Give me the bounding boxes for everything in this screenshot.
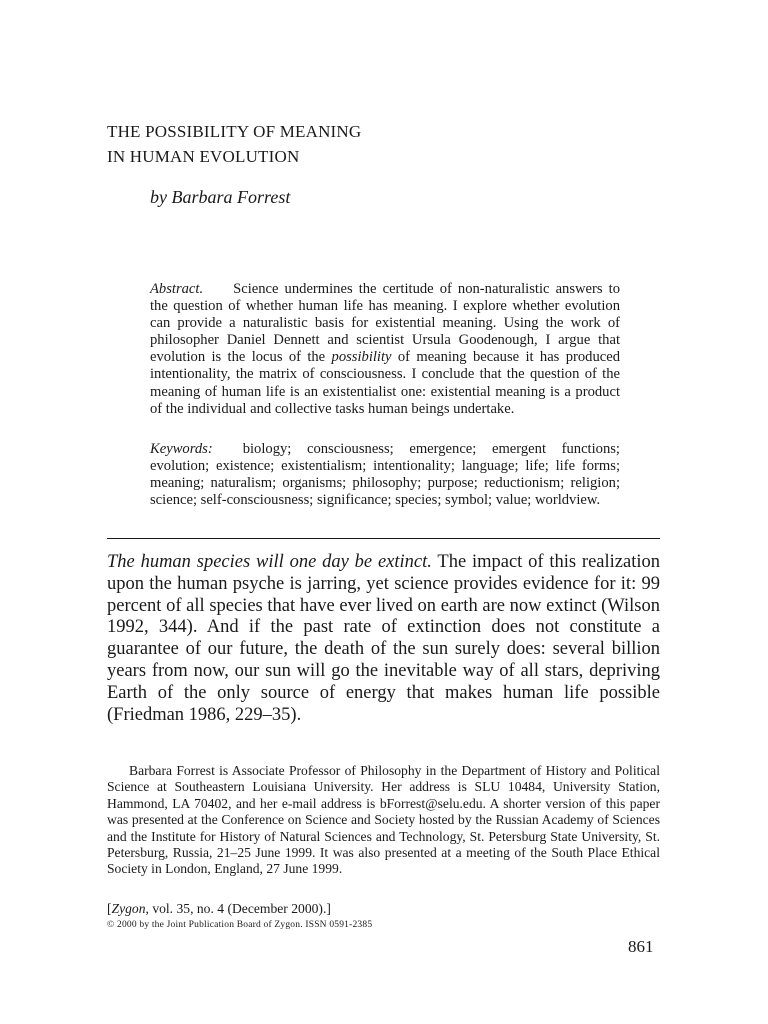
page-number: 861 bbox=[628, 937, 654, 956]
citation-open-bracket: [ bbox=[107, 901, 112, 916]
abstract-text-start: Science undermines the certitude of non-naturalistic answers to the question of whether human life has meaning. I explore whether evolution can provide a naturalistic basis for existential meaning. Using the work of philosopher Daniel Dennett and scientist Ursula Goodenough, I argue that evolution is the locus of the bbox=[150, 281, 620, 366]
copyright-notice: © 2000 by the Joint Publication Board of Zygon. ISSN 0591-2385 bbox=[107, 920, 373, 930]
section-divider bbox=[107, 538, 660, 539]
keywords-label: Keywords: bbox=[150, 441, 213, 457]
abstract-label: Abstract. bbox=[150, 281, 204, 297]
abstract-italic-word: possibility bbox=[331, 349, 392, 366]
author-footnote bbox=[107, 763, 660, 878]
citation-details: , vol. 35, no. 4 (December 2000).] bbox=[145, 901, 331, 916]
abstract-text-end: of meaning because it has produced intentionality, the matrix of consciousness. I conclude that the question of the meaning of human life is an existentialist one: existential meaning is a product of the individual and collective tasks human beings undertake. bbox=[150, 349, 620, 417]
abstract-block bbox=[150, 281, 620, 418]
opening-italic-sentence: The human species will one day be extinct. bbox=[107, 552, 432, 572]
opening-text: The impact of this realization upon the human psyche is jarring, yet science provides evidence for it: 99 percent of all species that have ever lived on earth are now extinct (Wilson 1992, 344). And if the past rate of extinction does not constitute a guarantee of our future, the death of the sun surely does: several billion years from now, our sun will go the inevitable way of all stars, depriving Earth of the only source of energy that makes human life possible (Friedman 1986, 229–35). bbox=[107, 552, 661, 725]
author-byline: by Barbara Forrest bbox=[150, 187, 291, 207]
footnote-text: Barbara Forrest is Associate Professor of Philosophy in the Department of History and Political Science at Southeastern Louisiana University. Her address is SLU 10484, University Station, Hammond, LA 70402, and her e-mail address is bForrest@selu.edu. A shorter version of this paper was presented at the Conference on Science and Society hosted by the Russian Academy of Sciences and the Institute for History of Natural Sciences and Technology, St. Petersburg State University, St. Petersburg, Russia, 21–25 June 1999. It was also presented at a meeting of the South Place Ethical Society in London, England, 27 June 1999. bbox=[107, 763, 660, 877]
opening-paragraph bbox=[107, 552, 660, 726]
article-title bbox=[107, 119, 361, 169]
title-line-1: THE POSSIBILITY OF MEANING bbox=[107, 122, 362, 141]
journal-citation bbox=[107, 901, 331, 917]
keywords-text: biology; consciousness; emergence; emergent functions; evolution; existence; existentialism; intentionality; language; life; life forms; meaning; naturalism; organisms; philosophy; purpose; reductionism; religion; science; self-consciousness; significance; species; symbol; value; worldview. bbox=[150, 441, 620, 509]
keywords-block bbox=[150, 441, 620, 509]
journal-name: Zygon bbox=[111, 901, 146, 916]
title-line-2: IN HUMAN EVOLUTION bbox=[107, 147, 300, 166]
